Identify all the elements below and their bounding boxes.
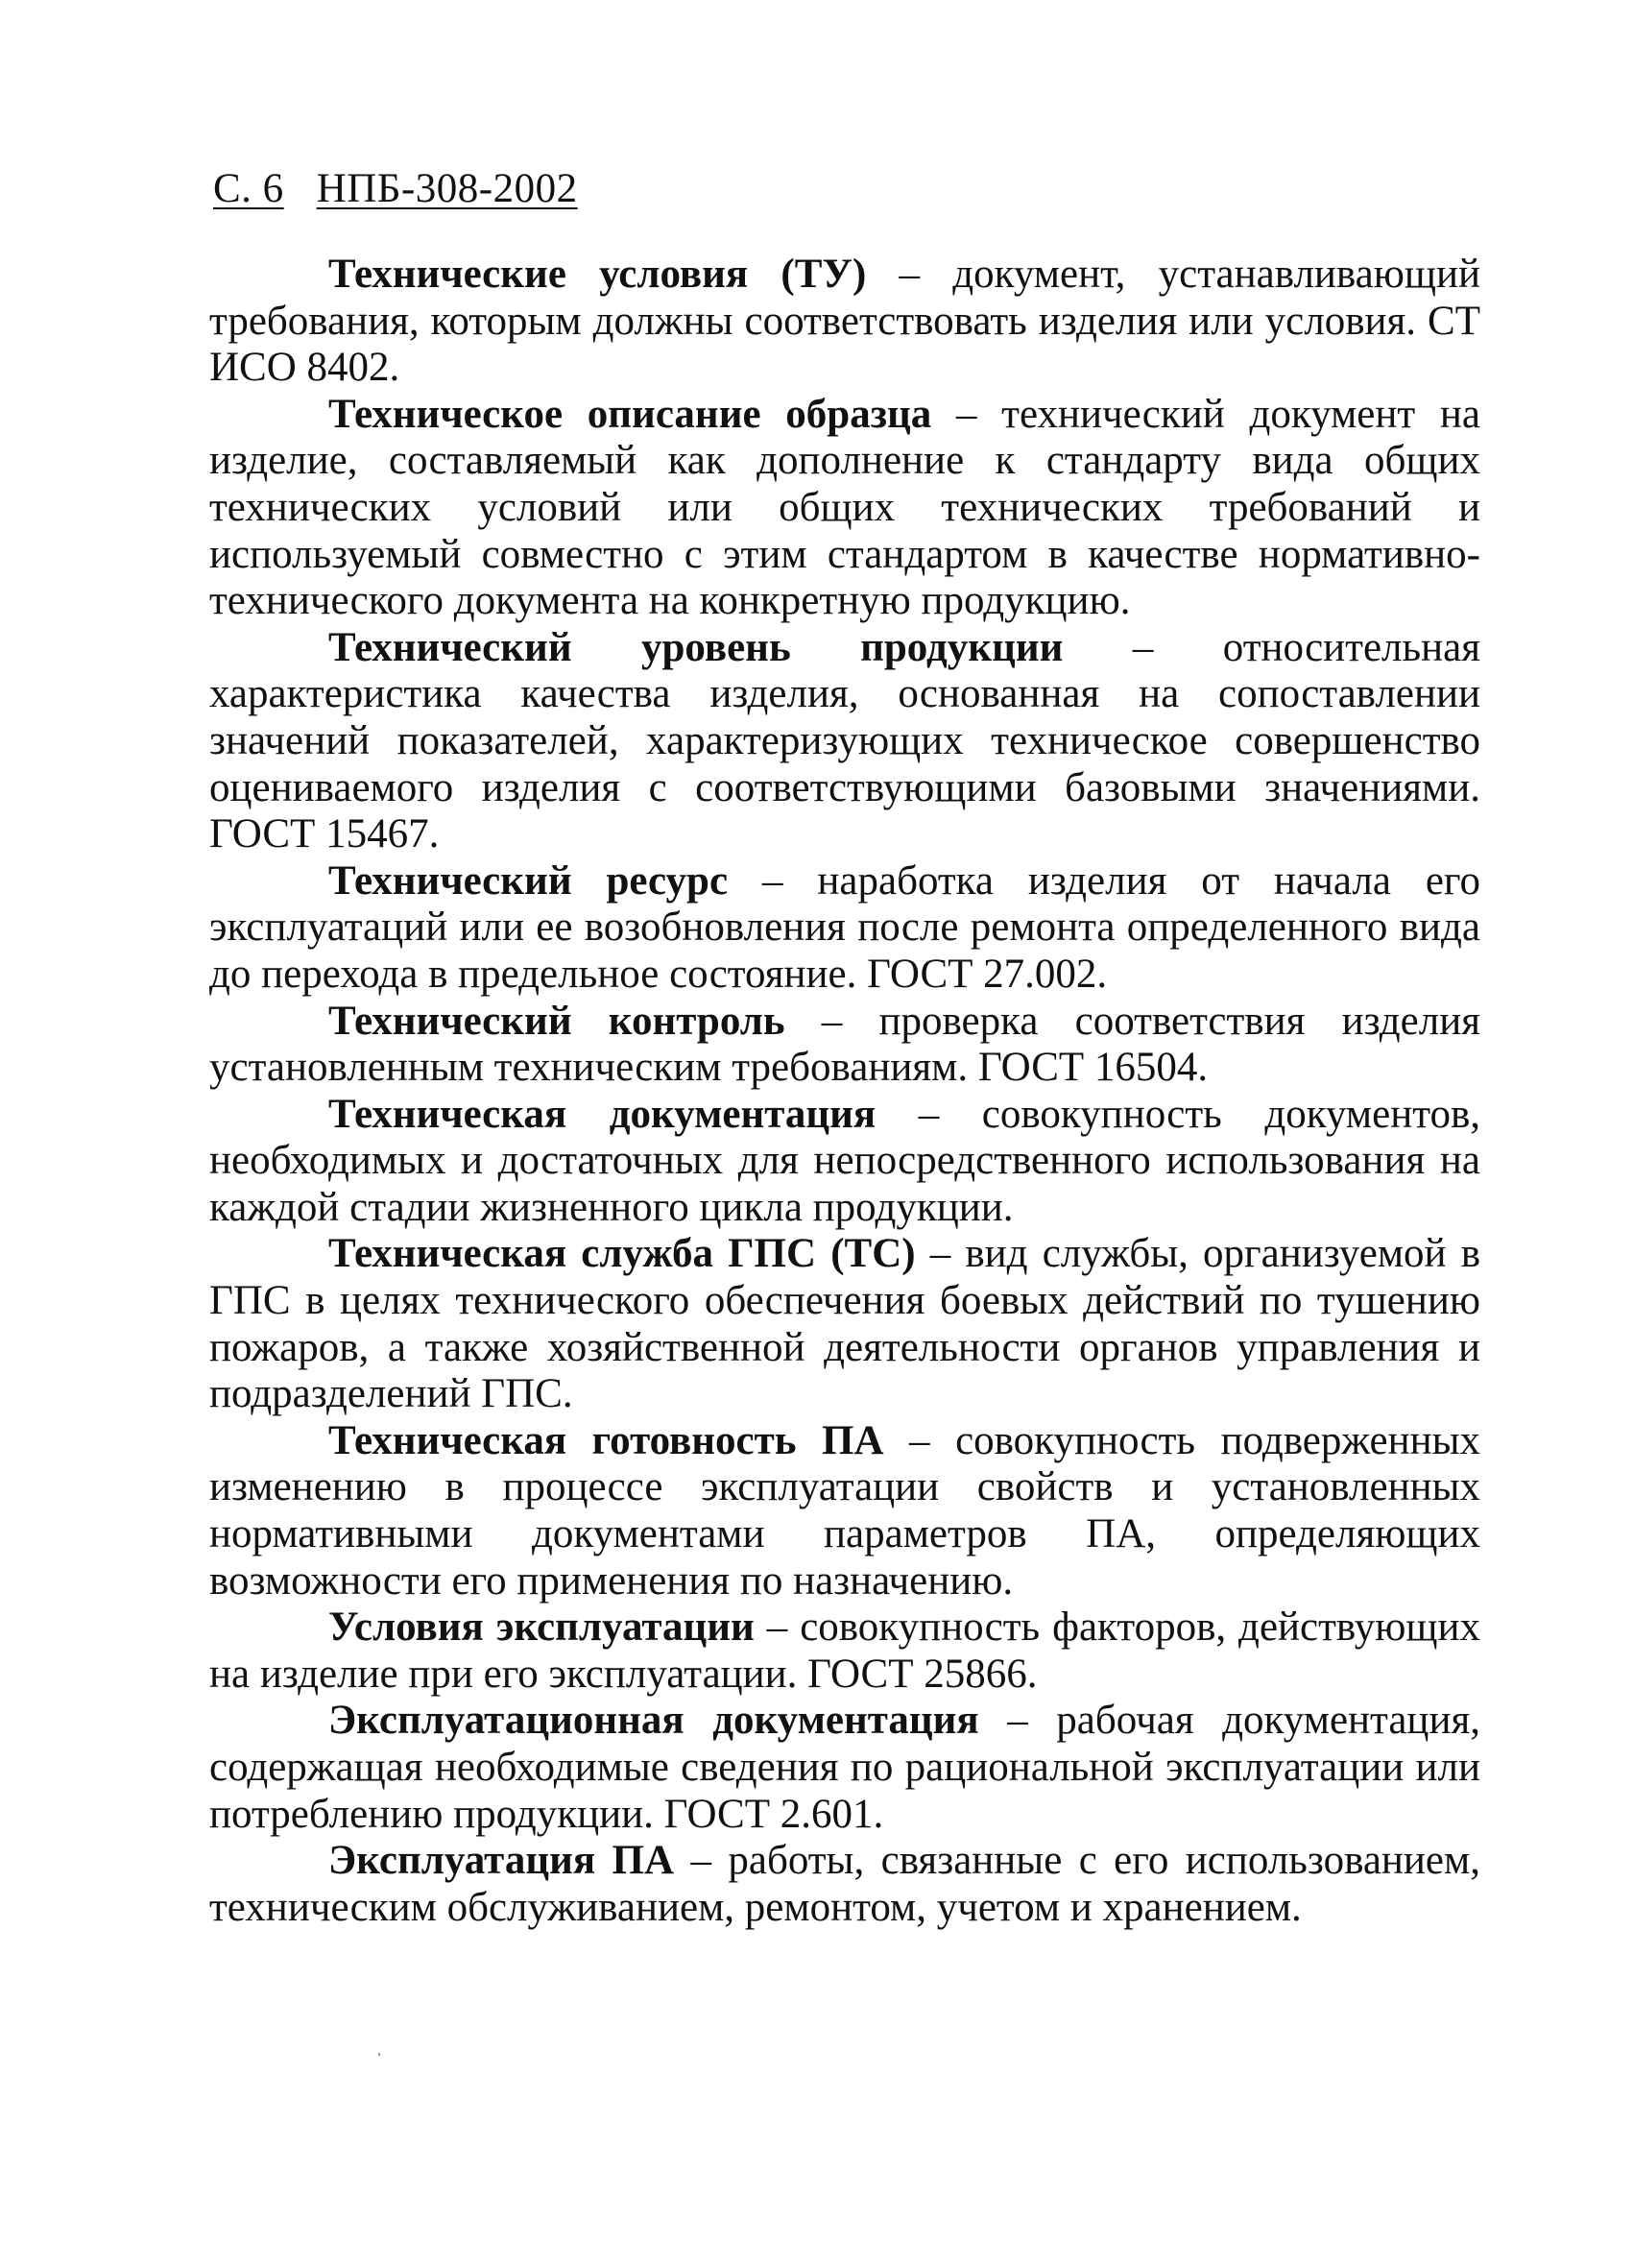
glossary-definition: – проверка соответствия изделия установленным техническим требованиям. ГОСТ 16504. (209, 998, 1481, 1091)
glossary-definition: – технический документ на изделие, составляемый как дополнение к стандарту вида общих технических условий или общих технических требований и используемый совместно с этим стандартом в качестве нормативно-технического документа на конкретную продукцию. (209, 391, 1480, 624)
glossary-entry (209, 999, 1480, 1092)
glossary-definition: – относительная характеристика качества изделия, основанная на сопоставлении значений показателей, характеризующих техническое совершенство оцениваемого изделия с соответствующими базовыми значениями. ГОСТ 15467. (209, 624, 1480, 857)
glossary-term: Техническая готовность ПА (328, 1417, 884, 1463)
glossary-term: Техническое описание образца (328, 391, 932, 437)
glossary-term: Условия эксплуатации (328, 1604, 755, 1651)
glossary-definition: – вид службы, организуемой в ГПС в целях технического обеспечения боевых действий по тушению пожаров, а также хозяйственной деятельности органов управления и подразделений ГПС. (209, 1231, 1480, 1417)
glossary-entry (209, 1418, 1480, 1604)
glossary-term: Технический уровень продукции (328, 624, 1064, 670)
glossary-entry (209, 1838, 1480, 1931)
page-number: С. 6 (213, 166, 284, 211)
page-header (213, 163, 578, 215)
glossary-term: Техническая служба ГПС (ТС) (328, 1231, 916, 1277)
document-code: НПБ-308-2002 (316, 166, 578, 211)
glossary-entry (209, 392, 1480, 625)
glossary-term: Эксплуатация ПА (328, 1838, 675, 1884)
glossary-definition: – работы, связанные с его использованием, техническим обслуживанием, ремонтом, учетом и хранением. (209, 1838, 1480, 1930)
glossary-entry (209, 1092, 1480, 1232)
glossary-definition: – документ, устанавливающий требования, которым должны соответствовать изделия или условия. СТ ИСО 8402. (209, 252, 1480, 391)
glossary-definition: – совокупность документов, необходимых и достаточных для непосредственного использования на каждой стадии жизненного цикла продукции. (209, 1091, 1481, 1230)
glossary-entry (209, 1231, 1480, 1417)
glossary-entry (209, 625, 1480, 858)
glossary-term: Технический контроль (328, 998, 785, 1044)
glossary-entry (209, 858, 1480, 999)
glossary-entry (209, 1604, 1480, 1698)
glossary-definition: – рабочая документация, содержащая необходимые сведения по рациональной эксплуатации или потреблению продукции. ГОСТ 2.601. (209, 1698, 1480, 1837)
glossary-definition: – наработка изделия от начала его эксплуатаций или ее возобновления после ремонта определенного вида до перехода в предельное состояние. ГОСТ 27.002. (209, 857, 1480, 997)
glossary-term: Техническая документация (328, 1091, 877, 1137)
glossary-term: Технический ресурс (328, 857, 729, 904)
glossary-definition: – совокупность подверженных изменению в процессе эксплуатации свойств и установленных нормативными документами параметров ПА, определяющих возможности его применения по назначению. (209, 1417, 1480, 1604)
glossary-entry (209, 252, 1480, 392)
glossary-term: Технические условия (ТУ) (328, 252, 867, 297)
glossary-term: Эксплуатационная документация (328, 1698, 979, 1744)
glossary-entry (209, 1698, 1480, 1838)
glossary-body (209, 252, 1480, 1931)
glossary-definition: – совокупность факторов, действующих на изделие при его эксплуатации. ГОСТ 25866. (209, 1604, 1480, 1697)
scan-speck (378, 2053, 380, 2056)
